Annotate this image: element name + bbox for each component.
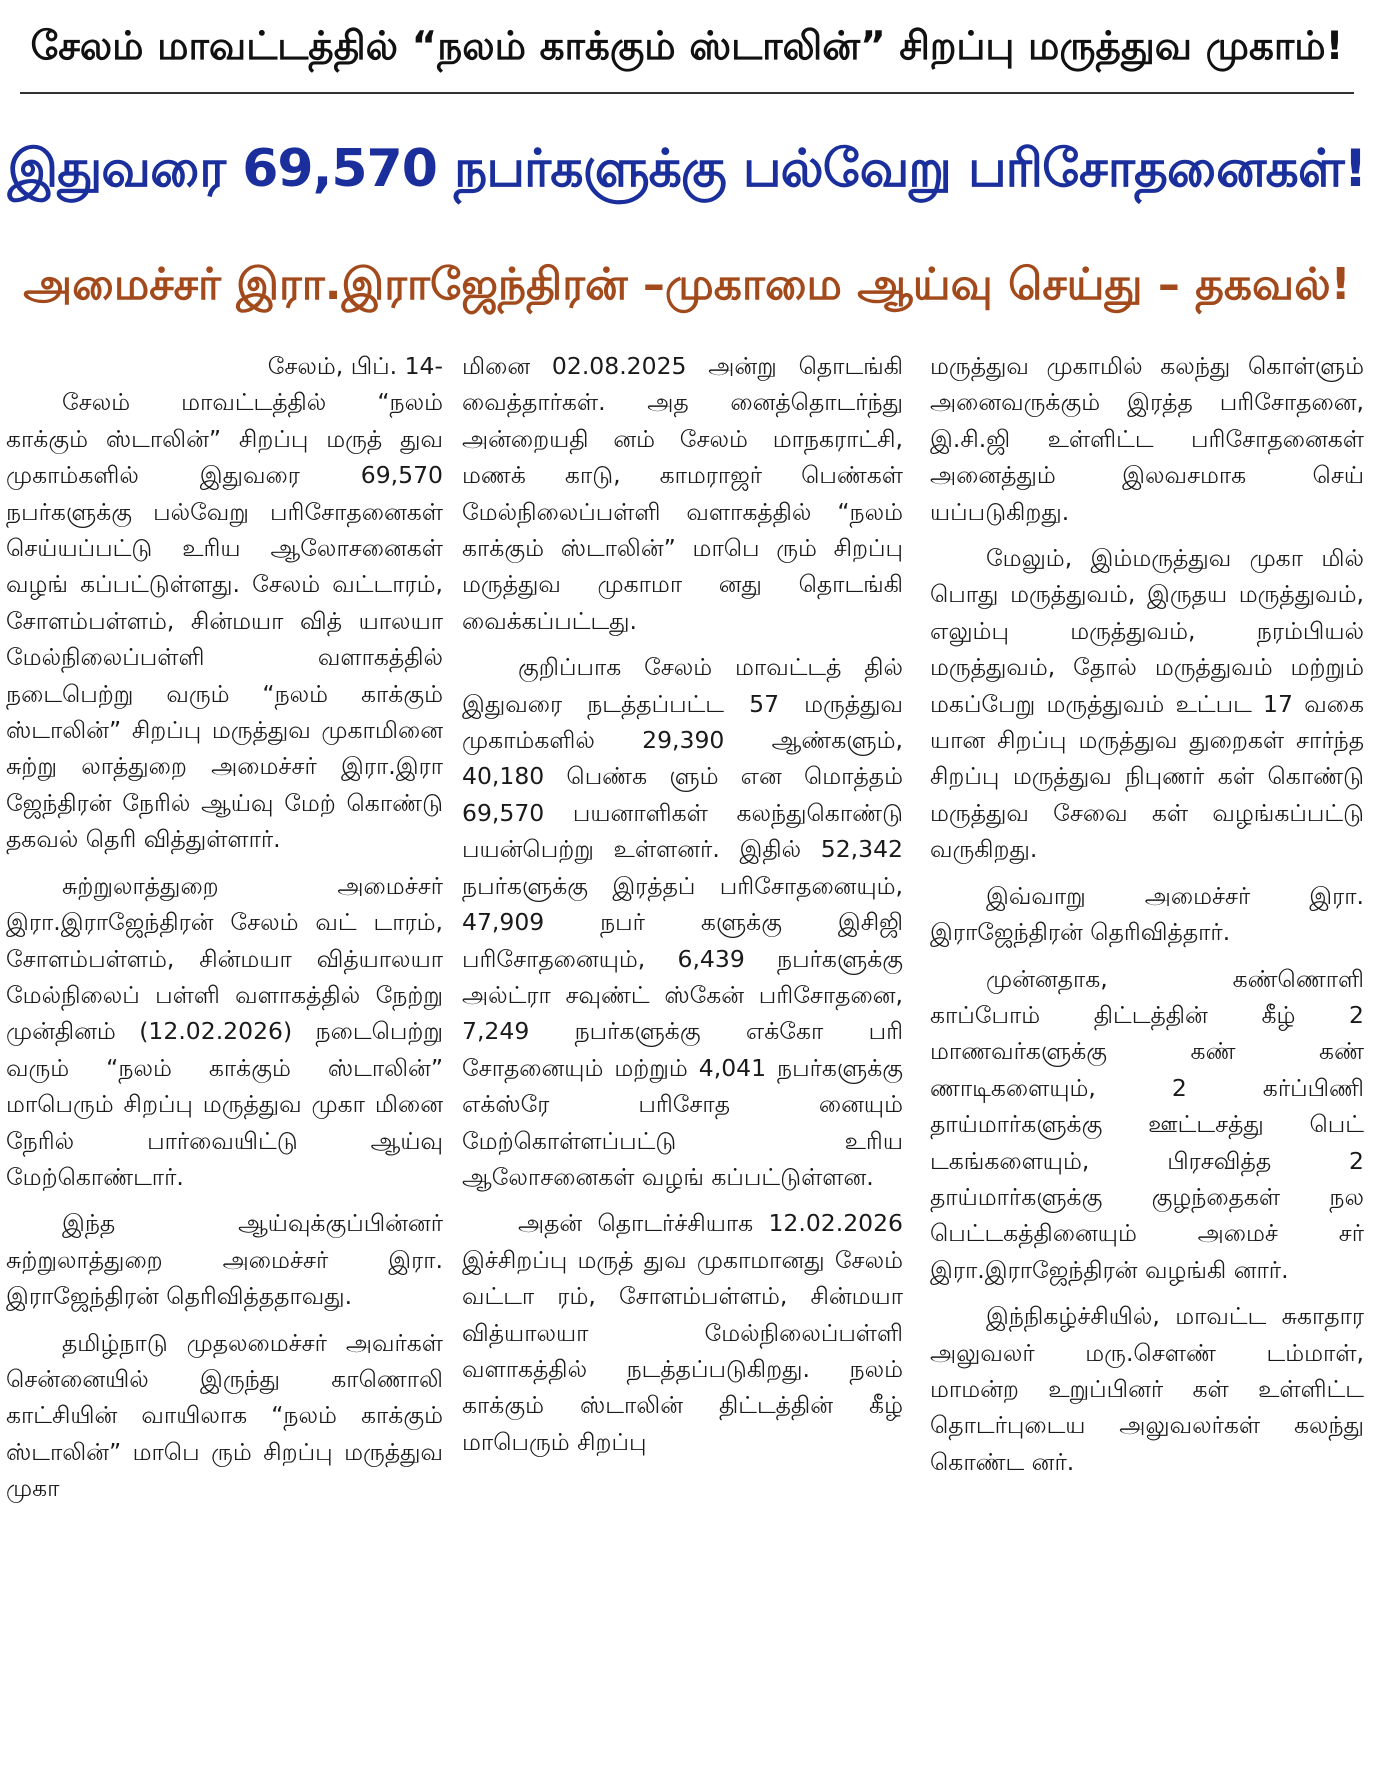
- header-rule: [20, 92, 1354, 94]
- paragraph: சுற்றுலாத்துறை அமைச்சர் இரா.இராஜேந்திரன் சேலம் வட் டாரம், சோளம்பள்ளம், சின்மயா வித்யாலயா மேல்நிலைப் பள்ளி வளாகத்தில் நேற்று முன்தினம் (12.02.2026) நடைபெற்று வரும் “நலம் காக்கும் ஸ்டாலின்” மாபெரும் சிறப்பு மருத்துவ முகா மினை நேரில் பார்வையிட்டு ஆய்வு மேற்கொண்டார்.: [6, 871, 443, 1191]
- article-column-3: [930, 348, 1364, 1760]
- paragraph: குறிப்பாக சேலம் மாவட்டத் தில் இதுவரை நடத்தப்பட்ட 57 மருத்துவ முகாம்களில் 29,390 ஆண்களும், 40,180 பெண்க ளும் என மொத்தம் 69,570 பயனாளிகள் கலந்துகொண்டு பயன்பெற்று உள்ளனர். இதில் 52,342 நபர்களுக்கு இரத்தப் பரிசோதனையும், 47,909 நபர் களுக்கு இசிஜி பரிசோதனையும், 6,439 நபர்களுக்கு அல்ட்ரா சவுண்ட் ஸ்கேன் பரிசோதனை, 7,249 நபர்களுக்கு எக்கோ பரி சோதனையும் மற்றும் 4,041 நபர்களுக்கு எக்ஸ்ரே பரிசோத னையும் மேற்கொள்ளப்பட்டு உரிய ஆலோசனைகள் வழங் கப்பட்டுள்ளன.: [462, 653, 903, 1191]
- paragraph: இந்த ஆய்வுக்குப்பின்னர் சுற்றுலாத்துறை அமைச்சர் இரா. இராஜேந்திரன் தெரிவித்ததாவது.: [6, 1209, 443, 1311]
- article-column-1: [6, 348, 443, 1760]
- paragraph: சேலம் மாவட்டத்தில் “நலம் காக்கும் ஸ்டாலின்” சிறப்பு மருத் துவ முகாம்களில் இதுவரை 69,570 நபர்களுக்கு பல்வேறு பரிசோதனைகள் செய்யப்பட்டு உரிய ஆலோசனைகள் வழங் கப்பட்டுள்ளது. சேலம் வட்டாரம், சோளம்பள்ளம், சின்மயா வித் யாலயா மேல்நிலைப்பள்ளி வளாகத்தில் நடைபெற்று வரும் “நலம் காக்கும் ஸ்டாலின்” சிறப்பு மருத்துவ முகாமினை சுற்று லாத்துறை அமைச்சர் இரா.இரா ஜேந்திரன் நேரில் ஆய்வு மேற் கொண்டு தகவல் தெரி வித்துள்ளார்.: [6, 388, 443, 854]
- paragraph: இவ்வாறு அமைச்சர் இரா. இராஜேந்திரன் தெரிவித்தார்.: [930, 881, 1364, 947]
- paragraph: மருத்துவ முகாமில் கலந்து கொள்ளும் அனைவருக்கும் இரத்த பரிசோதனை, இ.சி.ஜி உள்ளிட்ட பரிசோதனைகள் அனைத்தும் இலவசமாக செய் யப்படுகிறது.: [930, 352, 1364, 526]
- paragraph: அதன் தொடர்ச்சியாக 12.02.2026 இச்சிறப்பு மருத் துவ முகாமானது சேலம் வட்டா ரம், சோளம்பள்ளம், சின்மயா வித்யாலயா மேல்நிலைப்பள்ளி வளாகத்தில் நடத்தப்படுகிறது. நலம் காக்கும் ஸ்டாலின் திட்டத்தின் கீழ் மாபெரும் சிறப்பு: [462, 1209, 903, 1456]
- kicker-headline: சேலம் மாவட்டத்தில் “நலம் காக்கும் ஸ்டாலின்” சிறப்பு மருத்துவ முகாம்!: [30, 24, 1344, 69]
- article-column-2: [462, 348, 903, 1760]
- main-headline: இதுவரை 69,570 நபர்களுக்கு பல்வேறு பரிசோதனைகள்!: [7, 139, 1367, 199]
- sub-headline: அமைச்சர் இரா.இராஜேந்திரன் –முகாமை ஆய்வு செய்து – தகவல்!: [23, 259, 1351, 310]
- paragraph: மேலும், இம்மருத்துவ முகா மில் பொது மருத்துவம், இருதய மருத்துவம், எலும்பு மருத்துவம், நரம்பியல் மருத்துவம், தோல் மருத்துவம் மற்றும் மகப்பேறு மருத்துவம் உட்பட 17 வகை யான சிறப்பு மருத்துவ துறைகள் சார்ந்த சிறப்பு மருத்துவ நிபுணர் கள் கொண்டு மருத்துவ சேவை கள் வழங்கப்பட்டு வருகிறது.: [930, 544, 1364, 864]
- paragraph: மினை 02.08.2025 அன்று தொடங்கி வைத்தார்கள். அத னைத்தொடர்ந்து அன்றையதி னம் சேலம் மாநகராட்சி, மணக் காடு, காமராஜர் பெண்கள் மேல்நிலைப்பள்ளி வளாகத்தில் “நலம் காக்கும் ஸ்டாலின்” மாபெ ரும் சிறப்பு மருத்துவ முகாமா னது தொடங்கி வைக்கப்பட்டது.: [462, 352, 903, 635]
- paragraph: இந்நிகழ்ச்சியில், மாவட்ட சுகாதார அலுவலர் மரு.சௌண் டம்மாள், மாமன்ற உறுப்பினர் கள் உள்ளிட்ட தொடர்புடைய அலுவலர்கள் கலந்து கொண்ட னர்.: [930, 1302, 1364, 1476]
- paragraph: முன்னதாக, கண்ணொளி காப்போம் திட்டத்தின் கீழ் 2 மாணவர்களுக்கு கண் கண் ணாடிகளையும், 2 கர்ப்பிணி தாய்மார்களுக்கு ஊட்டசத்து பெட் டகங்களையும், பிரசவித்த 2 தாய்மார்களுக்கு குழந்தைகள் நல பெட்டகத்தினையும் அமைச் சர் இரா.இராஜேந்திரன் வழங்கி னார்.: [930, 964, 1364, 1284]
- dateline: சேலம், பிப். 14-: [267, 352, 443, 380]
- paragraph: தமிழ்நாடு முதலமைச்சர் அவர்கள் சென்னையில் இருந்து காணொலி காட்சியின் வாயிலாக “நலம் காக்கும் ஸ்டாலின்” மாபெ ரும் சிறப்பு மருத்துவ முகா: [6, 1328, 443, 1503]
